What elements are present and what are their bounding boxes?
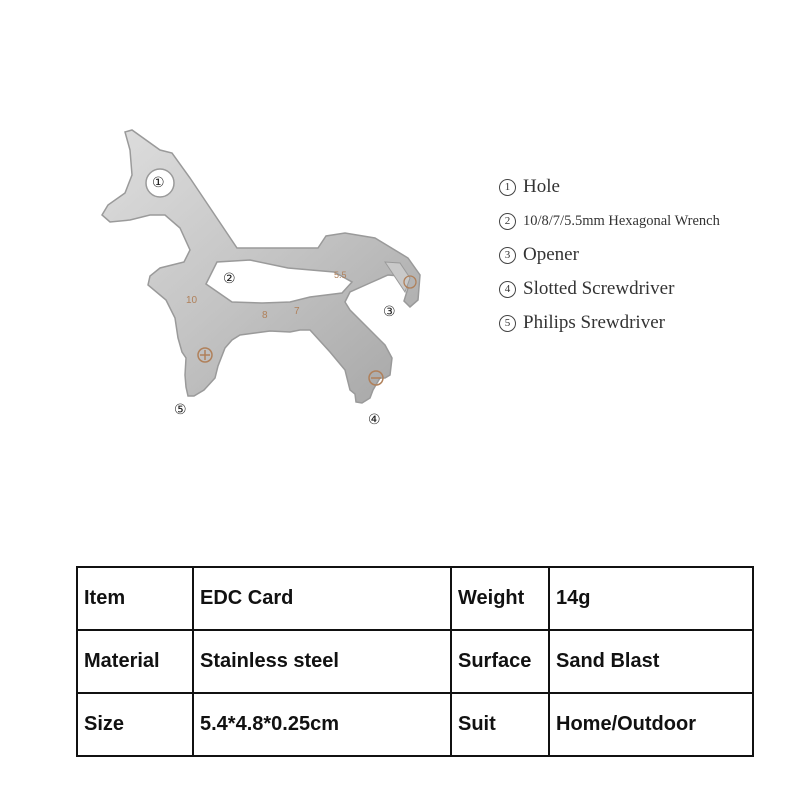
- engraving-5-5: 5.5: [334, 270, 347, 280]
- legend-label: Hole: [523, 176, 560, 197]
- spec-value: Home/Outdoor: [549, 693, 753, 756]
- table-row: [77, 567, 753, 630]
- spec-label: Suit: [451, 693, 549, 756]
- engraving-7: 7: [294, 306, 300, 317]
- callout-4: ④: [368, 412, 381, 428]
- spec-table: [76, 566, 754, 757]
- spec-label: Weight: [451, 567, 549, 630]
- legend-label: Philips Srewdriver: [523, 312, 665, 333]
- callout-2: ②: [223, 271, 236, 287]
- engraving-8: 8: [262, 310, 268, 321]
- legend-item-philips-screwdriver: [496, 306, 796, 340]
- engraving-10: 10: [186, 295, 198, 306]
- spec-value: 5.4*4.8*0.25cm: [193, 693, 451, 756]
- callout-5: ⑤: [174, 402, 187, 418]
- legend-item-slotted-screwdriver: [496, 272, 796, 306]
- legend-item-opener: [496, 238, 796, 272]
- legend-item-hex-wrench: [496, 204, 796, 238]
- spec-value: 14g: [549, 567, 753, 630]
- philips-engraving-icon: [198, 348, 212, 362]
- spec-value: EDC Card: [193, 567, 451, 630]
- legend-item-hole: [496, 170, 796, 204]
- legend-number: 4: [499, 281, 516, 298]
- spec-label: Item: [77, 567, 193, 630]
- spec-value: Sand Blast: [549, 630, 753, 693]
- spec-value: Stainless steel: [193, 630, 451, 693]
- legend-number: 5: [499, 315, 516, 332]
- spec-label: Surface: [451, 630, 549, 693]
- legend-number: 3: [499, 247, 516, 264]
- callout-3: ③: [383, 304, 396, 320]
- table-row: [77, 693, 753, 756]
- table-row: [77, 630, 753, 693]
- legend-number: 2: [499, 213, 516, 230]
- legend-number: 1: [499, 179, 516, 196]
- feature-legend: [496, 170, 796, 340]
- legend-label: 10/8/7/5.5mm Hexagonal Wrench: [523, 212, 720, 229]
- legend-label: Opener: [523, 244, 579, 265]
- legend-label: Slotted Screwdriver: [523, 278, 675, 299]
- spec-label: Size: [77, 693, 193, 756]
- spec-label: Material: [77, 630, 193, 693]
- callout-1: ①: [152, 175, 165, 191]
